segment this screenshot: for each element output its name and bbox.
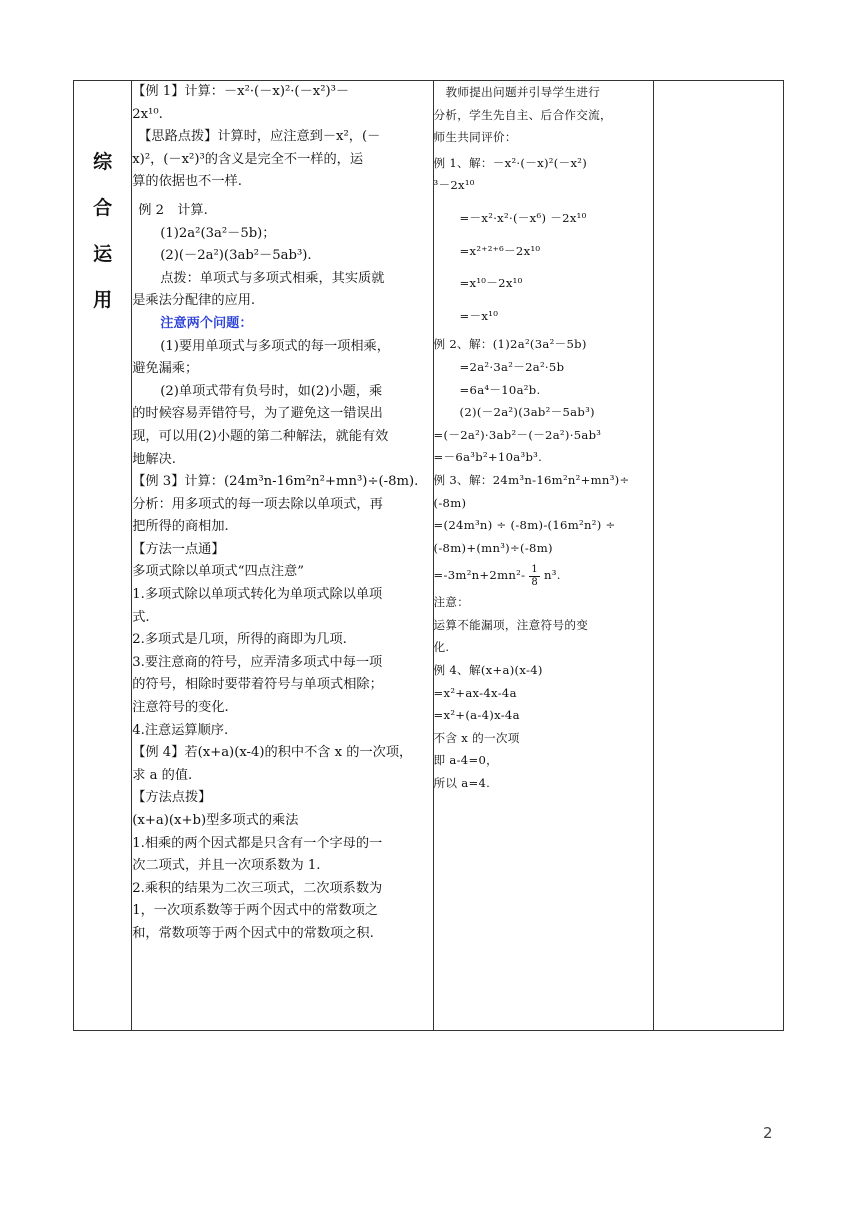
fraction-numerator: 1 bbox=[531, 563, 539, 575]
page-number: 2 bbox=[763, 1124, 773, 1142]
content-cell bbox=[132, 81, 433, 1031]
attention-point-2-cont: 地解决. bbox=[132, 451, 176, 467]
attention-point-2: (2)单项式带有负号时，如(2)小题，乘 bbox=[160, 383, 383, 399]
example-1-hint-cont: x)²，(－x²)³的含义是完全不一样的，运 bbox=[132, 151, 364, 167]
example-2-question-1: (1)2a²(3a²－5b)； bbox=[160, 225, 276, 241]
solution-3-line: (-8m) bbox=[433, 495, 467, 510]
section-title-char: 用 bbox=[93, 289, 113, 311]
solution-1-line: ³－2x¹⁰ bbox=[433, 178, 475, 193]
activity-intro-cont: 分析，学生先自主、后合作交流， bbox=[433, 107, 612, 122]
method-2-point: 1.相乘的两个因式都是只含有一个字母的一 bbox=[132, 835, 383, 851]
method-2-point-cont: 和，常数项等于两个因式中的常数项之积. bbox=[132, 925, 374, 941]
attention-heading: 注意两个问题： bbox=[160, 315, 253, 331]
example-1-hint: 【思路点拨】计算时，应注意到－x²，(－ bbox=[138, 129, 381, 145]
method-2-point-cont: 1，一次项系数等于两个因式中的常数项之 bbox=[132, 903, 378, 919]
activity-cell bbox=[433, 81, 654, 1031]
solution-2-line: =6a⁴－10a²b. bbox=[459, 382, 541, 397]
example-2-question-2: (2)(－2a²)(3ab²－5ab³). bbox=[160, 248, 312, 264]
solution-2-line: =(－2a²)·3ab²－(－2a²)·5ab³ bbox=[433, 427, 602, 442]
example-3-analysis-cont: 把所得的商相加. bbox=[132, 519, 229, 535]
method-1-point: 2.多项式是几项，所得的商即为几项. bbox=[132, 632, 347, 648]
method-1-point-cont: 式. bbox=[132, 609, 150, 625]
solution-2-line: (2)(－2a²)(3ab²－5ab³) bbox=[459, 405, 595, 420]
attention-point-1: (1)要用单项式与多项式的每一项相乘， bbox=[160, 338, 390, 354]
solution-1-line: =x¹⁰－2x¹⁰ bbox=[459, 276, 523, 291]
activity-intro-cont: 师生共同评价： bbox=[433, 130, 517, 145]
solution-4-line: 不含 x 的一次项 bbox=[433, 730, 520, 745]
solution-4-line: 即 a-4=0， bbox=[433, 753, 499, 768]
example-1-hint-cont: 算的依据也不一样. bbox=[132, 174, 242, 190]
method-2-heading: 【方法点拨】 bbox=[132, 790, 212, 806]
solution-2-line: =－6a³b²+10a³b³. bbox=[433, 450, 543, 465]
solution-3-line: 例 3、解：24m³n-16m²n²+mn³)÷ bbox=[433, 472, 630, 487]
method-2-subheading: (x+a)(x+b)型多项式的乘法 bbox=[132, 813, 299, 828]
solution-3-line: (-8m)+(mn³)÷(-8m) bbox=[433, 540, 553, 555]
method-1-point-cont: 注意符号的变化. bbox=[132, 700, 229, 716]
method-1-point-cont: 的符号，相除时要带着符号与单项式相除； bbox=[132, 677, 383, 693]
method-1-point: 4.注意运算顺序. bbox=[132, 722, 229, 738]
section-title-cell bbox=[74, 81, 132, 1031]
method-1-heading: 【方法一点通】 bbox=[132, 541, 225, 557]
example-4-question: 【例 4】若(x+a)(x-4)的积中不含 x 的一次项， bbox=[132, 745, 413, 761]
note-text-cont: 化. bbox=[433, 640, 450, 655]
attention-point-1-cont: 避免漏乘； bbox=[132, 361, 199, 377]
note-heading: 注意： bbox=[433, 595, 470, 610]
section-title-char: 合 bbox=[93, 197, 113, 219]
table-row bbox=[74, 81, 784, 1031]
solution-3-result bbox=[434, 561, 654, 589]
section-title-char: 综 bbox=[93, 151, 113, 173]
solution-2-line: =2a²·3a²－2a²·5b bbox=[459, 359, 565, 374]
example-1-question-cont: 2x¹⁰. bbox=[132, 106, 163, 122]
example-3-question: 【例 3】计算：(24m³n-16m²n²+mn³)÷(-8m). bbox=[132, 474, 419, 490]
solution-4-line: =x²+ax-4x-4a bbox=[433, 685, 517, 700]
fraction bbox=[529, 564, 540, 589]
solution-1-line: =－x¹⁰ bbox=[459, 308, 499, 323]
attention-point-2-cont: 的时候容易弄错符号，为了避免这一错误出 bbox=[132, 406, 383, 422]
lesson-plan-table bbox=[73, 80, 784, 1031]
activity-intro: 教师提出问题并引导学生进行 bbox=[445, 85, 601, 99]
example-1-question: 【例 1】计算：－x²·(－x)²·(－x²)³－ bbox=[132, 84, 350, 99]
solution-2-line: 例 2、解：(1)2a²(3a²－5b) bbox=[433, 337, 587, 352]
section-title bbox=[74, 81, 131, 323]
solution-3-result-text: =-3m²n+2mn²- bbox=[433, 568, 526, 583]
solution-1-line: 例 1、解：－x²·(－x)²(－x²) bbox=[433, 155, 588, 170]
solution-3-line: =(24m³n) ÷ (-8m)-(16m²n²) ÷ bbox=[433, 518, 616, 533]
example-2-title: 例 2 计算. bbox=[138, 202, 208, 218]
method-1-point: 1.多项式除以单项式转化为单项式除以单项 bbox=[132, 587, 383, 603]
section-title-char: 运 bbox=[93, 243, 113, 265]
solution-3-result-text: n³. bbox=[544, 568, 561, 583]
solution-4-line: 所以 a=4. bbox=[433, 776, 491, 791]
solution-4-line: =x²+(a-4)x-4a bbox=[433, 708, 520, 723]
solution-4-line: 例 4、解(x+a)(x-4) bbox=[433, 663, 543, 678]
example-4-question-cont: 求 a 的值. bbox=[132, 767, 193, 783]
method-1-subheading: 多项式除以单项式“四点注意” bbox=[132, 564, 304, 580]
method-2-point-cont: 次二项式，并且一次项系数为 1. bbox=[132, 858, 321, 874]
method-1-point: 3.要注意商的符号，应弄清多项式中每一项 bbox=[132, 654, 383, 670]
solution-1-line: =－x²·x²·(－x⁶) －2x¹⁰ bbox=[459, 210, 587, 225]
solution-1-line: =x²⁺²⁺⁶－2x¹⁰ bbox=[459, 243, 541, 258]
example-2-tip: 点拨：单项式与多项式相乘，其实质就 bbox=[160, 270, 385, 286]
fraction-denominator: 8 bbox=[531, 576, 539, 588]
notes-cell bbox=[654, 81, 784, 1031]
example-2-tip-cont: 是乘法分配律的应用. bbox=[132, 293, 256, 309]
attention-point-2-cont: 现，可以用(2)小题的第二种解法，就能有效 bbox=[132, 428, 389, 444]
method-2-point: 2.乘积的结果为二次三项式，二次项系数为 bbox=[132, 880, 383, 896]
example-3-analysis: 分析：用多项式的每一项去除以单项式，再 bbox=[132, 496, 383, 512]
note-text: 运算不能漏项，注意符号的变 bbox=[433, 617, 589, 632]
